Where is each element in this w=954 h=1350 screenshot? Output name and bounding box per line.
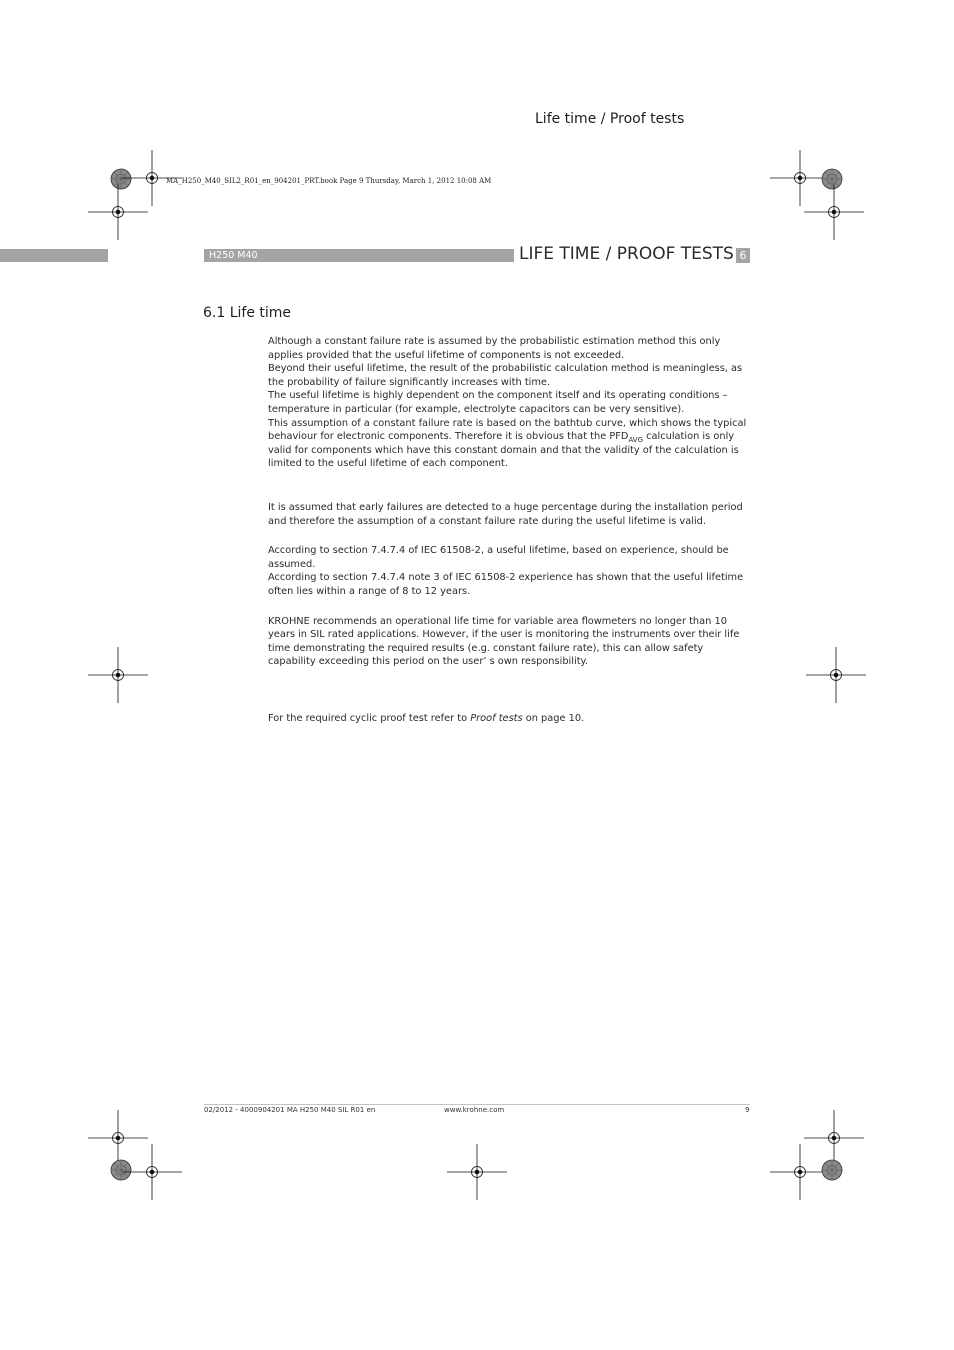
paragraph-text: calculation is only valid for components which have this constant domain and that the validity of the calculation is limited to the useful lifetime of each component. xyxy=(268,431,739,470)
footer-doc-ref: 02/2012 - 4000904201 MA H250 M40 SIL R01 en xyxy=(204,1106,376,1114)
registration-disc-icon xyxy=(822,169,842,189)
cross-reference-link[interactable]: Proof tests xyxy=(470,712,523,724)
crosshair-icon xyxy=(770,150,830,206)
registration-disc-icon xyxy=(111,1160,131,1180)
paragraph xyxy=(268,417,752,471)
paragraph: According to section 7.4.7.4 note 3 of IEC 61508-2 experience has shown that the useful lifetime often lies within a range of 8 to 12 years. xyxy=(268,572,744,597)
header-bar-left xyxy=(0,249,108,262)
paragraph-text: This assumption of a constant failure rate is based on the bathtub curve, which shows the typical behaviour for electronic components. Therefore it is obvious that the PFD xyxy=(268,417,747,443)
footer-website: www.krohne.com xyxy=(444,1106,505,1114)
crosshair-icon xyxy=(88,184,148,240)
paragraph: KROHNE recommends an operational life time for variable area flowmeters no longer than 10 years in SIL rated applications. However, if the user is monitoring the instruments over their life time demonstrating the required results (e.g. constant failure rate), this can allow safety capability exceeding this period on the user’ s own responsibility. xyxy=(268,615,740,668)
registration-disc-icon xyxy=(111,169,131,189)
paragraph: The useful lifetime is highly dependent on the component itself and its operating conditions – temperature in particular (for example, electrolyte capacitors can be very sensitive). xyxy=(268,390,728,415)
crosshair-icon xyxy=(88,647,148,703)
paragraph-text: For the required cyclic proof test refer to xyxy=(268,712,471,724)
paragraph: Beyond their useful lifetime, the result of the probabilistic calculation method is meaningless, as the probability of failure significantly increases with time. xyxy=(268,363,743,388)
crosshair-icon xyxy=(770,1144,830,1200)
book-print-info: MA_H250_M40_SIL2_R01_en_904201_PRT.book Page 9 Thursday, March 1, 2012 10:08 AM xyxy=(166,177,492,185)
registration-disc-icon xyxy=(822,1160,842,1180)
product-label: H250 M40 xyxy=(209,250,258,261)
crosshair-icon xyxy=(447,1144,507,1200)
paragraph: According to section 7.4.7.4 of IEC 61508-2, a useful lifetime, based on experience, should be assumed. xyxy=(268,545,729,570)
crosshair-icon xyxy=(122,1144,182,1200)
subscript: AVG xyxy=(628,436,643,445)
section-heading: 6.1 Life time xyxy=(203,305,292,321)
footer-divider xyxy=(204,1104,750,1105)
chapter-title: LIFE TIME / PROOF TESTS xyxy=(519,244,734,264)
crosshair-icon xyxy=(804,184,864,240)
footer-page-number: 9 xyxy=(745,1106,750,1114)
body-text xyxy=(268,335,752,725)
paragraph-text: on page 10. xyxy=(522,712,585,724)
crosshair-icon xyxy=(804,1110,864,1166)
paragraph: It is assumed that early failures are detected to a huge percentage during the installation period and therefore the assumption of a constant failure rate during the useful lifetime is valid. xyxy=(268,501,743,527)
running-header-title: Life time / Proof tests xyxy=(535,111,685,127)
paragraph: Although a constant failure rate is assumed by the probabilistic estimation method this only applies provided that the useful lifetime of components is not exceeded. xyxy=(268,336,721,361)
chapter-number-badge: 6 xyxy=(736,248,750,263)
paragraph xyxy=(268,712,752,726)
crosshair-icon xyxy=(806,647,866,703)
crosshair-icon xyxy=(88,1110,148,1166)
